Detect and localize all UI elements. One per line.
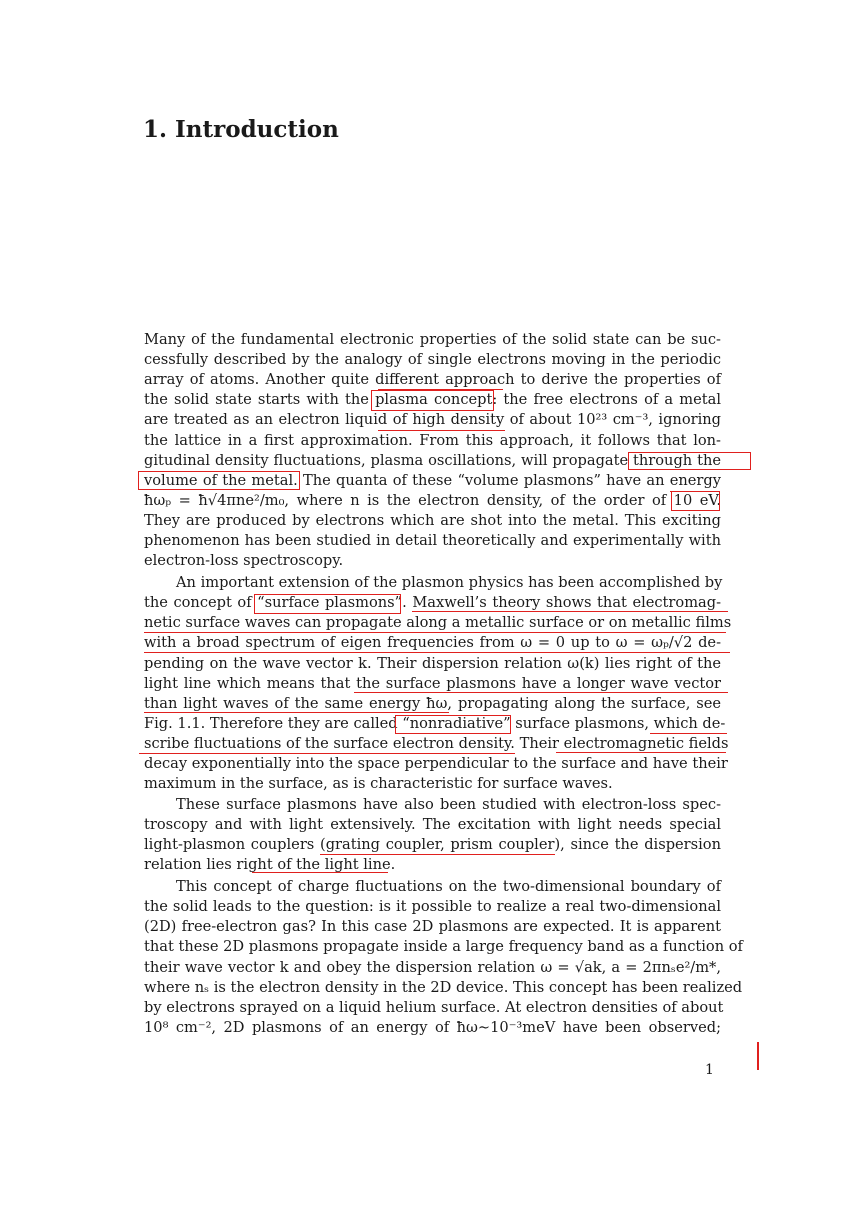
text-line: phenomenon has been studied in detail theoretically and experimentally with — [144, 532, 721, 549]
text-line: array of atoms. Another quite different approach to derive the properties of — [144, 371, 721, 388]
annotation-underline — [144, 632, 726, 633]
text-line: 10⁸ cm⁻², 2D plasmons of an energy of ħω∼10⁻³meV have been observed; — [144, 1019, 721, 1036]
section-title: 1. Introduction — [143, 116, 339, 143]
text-line: (2D) free-electron gas? In this case 2D plasmons are expected. It is apparent — [144, 918, 721, 935]
annotation-box — [138, 471, 300, 490]
text-line: the lattice in a first approximation. From this approach, it follows that lon- — [144, 432, 721, 449]
text-line: with a broad spectrum of eigen frequencies from ω = 0 up to ω = ωₚ/√2 de- — [144, 634, 721, 651]
text-line: relation lies right of the light line. — [144, 856, 396, 873]
annotation-underline — [556, 752, 726, 753]
text-line: These surface plasmons have also been studied with electron-loss spec- — [176, 796, 721, 813]
text-line: This concept of charge fluctuations on the two-dimensional boundary of — [176, 878, 721, 895]
annotation-underline — [144, 652, 730, 653]
annotation-box — [254, 594, 401, 614]
text-line: An important extension of the plasmon physics has been accomplished by — [176, 574, 723, 591]
text-line: than light waves of the same energy ħω, propagating along the surface, see — [144, 695, 721, 712]
text-line: pending on the wave vector k. Their dispersion relation ω(k) lies right of the — [144, 655, 721, 672]
text-line: netic surface waves can propagate along a metallic surface or on metallic films — [144, 614, 732, 631]
text-line: gitudinal density fluctuations, plasma oscillations, will propagate through the — [144, 452, 721, 469]
annotation-margin-bar — [757, 1042, 759, 1070]
text-line: They are produced by electrons which are shot into the metal. This exciting — [144, 512, 721, 529]
text-line: Fig. 1.1. Therefore they are called “nonradiative” surface plasmons, which de- — [144, 715, 726, 732]
text-line: light line which means that the surface plasmons have a longer wave vector — [144, 675, 721, 692]
text-line: the solid leads to the question: is it possible to realize a real two-dimensional — [144, 898, 721, 915]
annotation-underline — [144, 712, 449, 713]
annotation-underline — [378, 430, 505, 431]
text-line: by electrons sprayed on a liquid helium surface. At electron densities of about — [144, 999, 724, 1016]
annotation-box — [371, 390, 494, 411]
annotation-underline — [139, 753, 515, 754]
annotation-underline — [252, 872, 388, 873]
annotation-underline — [412, 611, 728, 612]
text-line: decay exponentially into the space perpendicular to the surface and have their — [144, 755, 728, 772]
text-line: Many of the fundamental electronic properties of the solid state can be suc- — [144, 331, 721, 348]
annotation-underline — [650, 733, 727, 734]
text-line: troscopy and with light extensively. The excitation with light needs special — [144, 816, 721, 833]
text-line: are treated as an electron liquid of high density of about 10²³ cm⁻³, ignoring — [144, 411, 721, 428]
text-line: scribe fluctuations of the surface electron density. Their electromagnetic fields — [144, 735, 729, 752]
text-line: the solid state starts with the plasma concept: the free electrons of a metal — [144, 391, 721, 408]
annotation-box — [628, 452, 751, 470]
page-number: 1 — [705, 1062, 714, 1078]
annotation-box — [395, 715, 511, 734]
text-line: electron-loss spectroscopy. — [144, 552, 344, 569]
text-line: where nₛ is the electron density in the 2D device. This concept has been realized — [144, 979, 743, 996]
annotation-box — [671, 491, 720, 511]
annotation-underline — [320, 854, 555, 855]
annotation-underline — [354, 692, 728, 693]
text-line: ħωₚ = ħ√4πne²/m₀, where n is the electron density, of the order of 10 eV. — [144, 492, 721, 509]
text-line: light-plasmon couplers (grating coupler, prism coupler), since the dispersion — [144, 836, 721, 853]
text-line: cessfully described by the analogy of single electrons moving in the periodic — [144, 351, 721, 368]
text-line: maximum in the surface, as is characteristic for surface waves. — [144, 775, 613, 792]
text-line: volume of the metal. The quanta of these “volume plasmons” have an energy — [144, 472, 721, 489]
text-line: that these 2D plasmons propagate inside a large frequency band as a function of — [144, 938, 743, 955]
text-line: their wave vector k and obey the dispersion relation ω = √ak, a = 2πnₛe²/m*, — [144, 959, 721, 976]
text-line: the concept of “surface plasmons”. Maxwell’s theory shows that electromag- — [144, 594, 721, 611]
